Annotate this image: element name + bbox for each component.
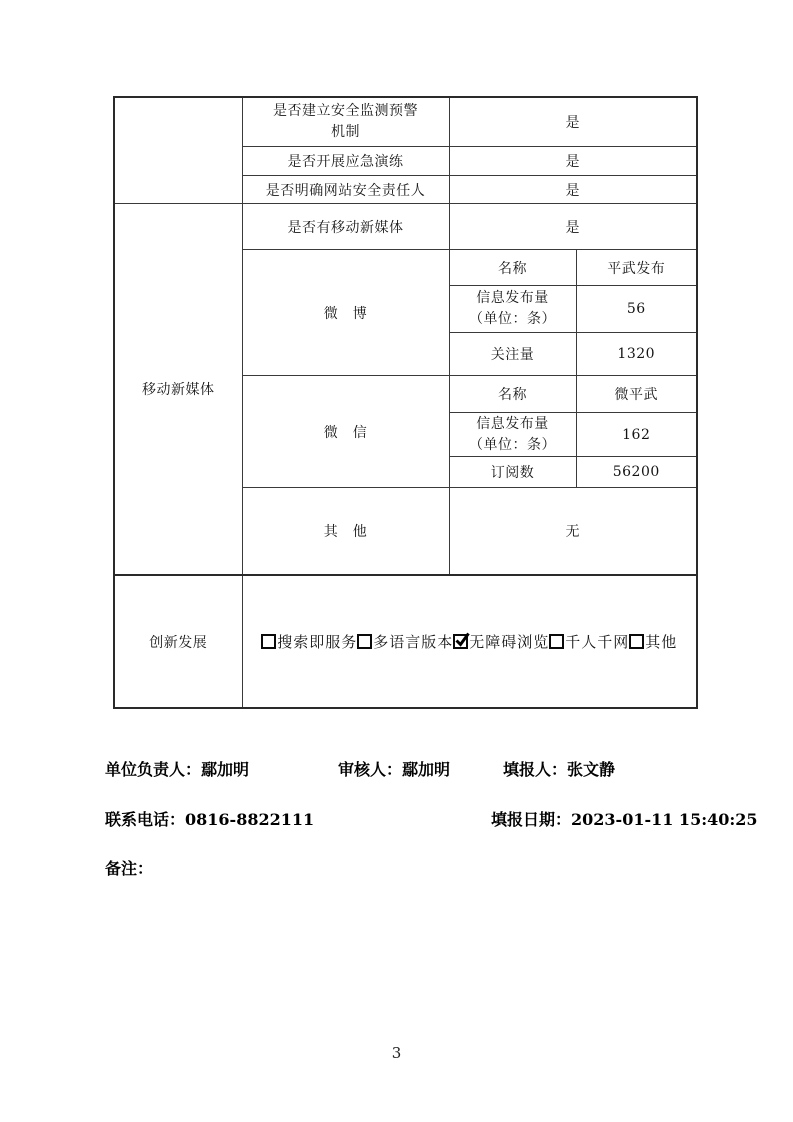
filler-label: 填报人： [503, 760, 568, 779]
checkbox-icon [261, 634, 276, 649]
checkbox-icon [357, 634, 372, 649]
weibo-posts-label-line1: 信息发布量 [476, 290, 549, 306]
innovation-checkbox-row [247, 631, 693, 652]
page-number: 3 [391, 1044, 402, 1062]
wechat-posts-value-cell: 162 [576, 413, 697, 457]
checkbox-label: 搜索即服务 [277, 633, 358, 651]
responsible-person-label: 单位负责人： [105, 760, 202, 779]
table-row [114, 97, 697, 147]
weibo-followers-label-cell: 关注量 [449, 333, 576, 376]
emergency-drill-label-cell: 是否开展应急演练 [242, 147, 449, 176]
table-row [114, 204, 697, 250]
report-date-label: 填报日期： [491, 810, 572, 829]
wechat-posts-label-cell [449, 413, 576, 457]
security-monitor-value-cell: 是 [449, 97, 697, 147]
checkbox-other[interactable] [629, 631, 677, 652]
security-monitor-label-line2: 机制 [331, 124, 360, 140]
checkbox-accessibility[interactable] [453, 631, 549, 652]
report-table [113, 96, 698, 709]
filler [503, 757, 615, 780]
category-cell-innovation: 创新发展 [114, 575, 242, 708]
check-mark-icon [454, 632, 470, 648]
wechat-name-label-cell: 名称 [449, 376, 576, 413]
remarks [105, 856, 153, 879]
checkbox-label: 无障碍浏览 [469, 633, 550, 651]
category-cell-mobile-media: 移动新媒体 [114, 204, 242, 576]
wechat-posts-label-line2: （单位：条） [469, 436, 556, 453]
platform-cell-other: 其 他 [242, 488, 449, 576]
contact-phone-value: 0816-8822111 [185, 810, 315, 829]
contact-phone-label: 联系电话： [105, 810, 186, 829]
platform-cell-wechat: 微 信 [242, 376, 449, 488]
checkbox-label: 其他 [645, 633, 678, 651]
weibo-posts-value-cell: 56 [576, 286, 697, 333]
responsible-person [105, 757, 249, 780]
filler-value: 张文静 [567, 760, 616, 779]
weibo-posts-label-cell [449, 286, 576, 333]
innovation-options-cell [242, 575, 697, 708]
checkbox-label: 千人千网 [565, 633, 630, 651]
weibo-name-value-cell: 平武发布 [576, 250, 697, 286]
responsible-person-value: 鄢加明 [201, 760, 250, 779]
has-mobile-media-label-cell: 是否有移动新媒体 [242, 204, 449, 250]
weibo-followers-value-cell: 1320 [576, 333, 697, 376]
table-row [114, 575, 697, 708]
checkbox-search-as-service[interactable] [261, 631, 357, 652]
reviewer-value: 鄢加明 [402, 760, 451, 779]
checkbox-thousand-sites[interactable] [549, 631, 629, 652]
security-person-value-cell: 是 [449, 176, 697, 204]
remarks-label: 备注： [105, 859, 154, 878]
checkbox-multilingual[interactable] [357, 631, 453, 652]
platform-cell-weibo: 微 博 [242, 250, 449, 376]
weibo-name-label-cell: 名称 [449, 250, 576, 286]
security-person-label-cell: 是否明确网站安全责任人 [242, 176, 449, 204]
report-date-value: 2023-01-11 15:40:25 [571, 810, 758, 829]
checkbox-icon [629, 634, 644, 649]
wechat-posts-label-line1: 信息发布量 [476, 415, 549, 432]
reviewer [338, 757, 450, 780]
report-date [491, 807, 758, 830]
security-monitor-label-cell [242, 97, 449, 147]
wechat-name-value-cell: 微平武 [576, 376, 697, 413]
reviewer-label: 审核人： [338, 760, 403, 779]
emergency-drill-value-cell: 是 [449, 147, 697, 176]
wechat-subscribers-label-cell: 订阅数 [449, 457, 576, 488]
weibo-posts-label-line2: （单位：条） [469, 311, 556, 327]
has-mobile-media-value-cell: 是 [449, 204, 697, 250]
category-cell-empty [114, 97, 242, 204]
security-monitor-label-line1: 是否建立安全监测预警 [273, 103, 418, 119]
contact-phone [105, 807, 314, 830]
checkbox-icon [549, 634, 564, 649]
other-value-cell: 无 [449, 488, 697, 576]
wechat-subscribers-value-cell: 56200 [576, 457, 697, 488]
checkbox-label: 多语言版本 [373, 633, 454, 651]
checkbox-icon [453, 634, 468, 649]
